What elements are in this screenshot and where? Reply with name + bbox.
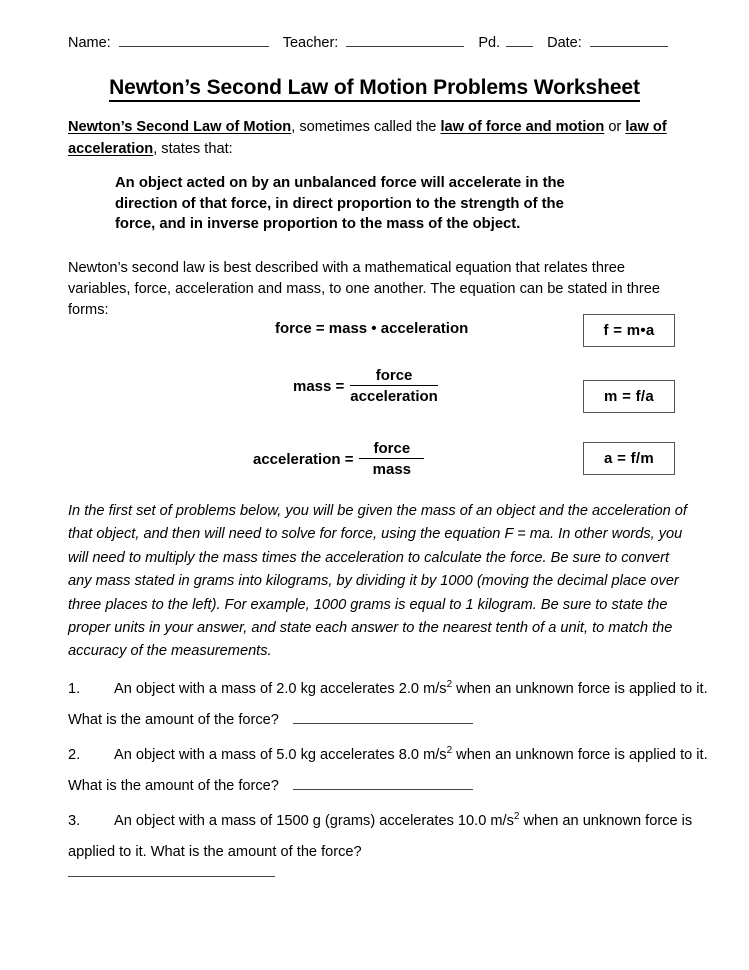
boxed-formula-mass: m = f/a	[583, 380, 675, 413]
fraction-numerator: force	[359, 440, 424, 459]
exponent: 2	[513, 811, 520, 823]
problem-number: 3.	[68, 813, 81, 829]
answer-blank[interactable]	[293, 778, 473, 790]
teacher-label: Teacher:	[282, 35, 339, 51]
answer-blank[interactable]	[68, 876, 275, 877]
boxed-formula-force: f = m•a	[583, 314, 675, 347]
fraction-denominator: mass	[372, 461, 412, 478]
problem-number: 1.	[68, 681, 81, 697]
exponent: 2	[446, 745, 453, 757]
fraction-force-over-mass	[359, 440, 424, 478]
problem-text-b: when an unknown force is applied to it. What is the amount of the force?	[68, 813, 693, 860]
fraction-denominator: acceleration	[350, 388, 438, 405]
equation-mass-row	[293, 367, 438, 405]
name-input-blank[interactable]	[119, 34, 269, 47]
term-law-of-acceleration: law of acceleration	[68, 119, 667, 157]
intro-paragraph	[68, 116, 668, 160]
equation-force-display: force = mass • acceleration	[275, 320, 469, 337]
name-label: Name:	[68, 35, 111, 51]
date-label: Date:	[547, 35, 582, 51]
period-input-blank[interactable]	[506, 34, 533, 47]
teacher-input-blank[interactable]	[346, 34, 464, 47]
boxed-formula-acceleration: a = f/m	[583, 442, 675, 475]
answer-blank[interactable]	[293, 712, 473, 724]
problem-text-a: An object with a mass of 1500 g (grams) accelerates 10.0 m/s	[114, 813, 514, 829]
term-law-of-force-and-motion: law of force and motion	[440, 119, 605, 135]
problem-text-b: when an unknown force is applied to it. What is the amount of the force?	[68, 747, 708, 794]
intro-text-1: , sometimes called the	[291, 119, 441, 135]
equation-acceleration-lead: acceleration =	[253, 450, 354, 468]
intro-text-3: , states that:	[153, 141, 233, 157]
period-label: Pd.	[478, 35, 501, 51]
problem-text-a: An object with a mass of 2.0 kg accelerates 2.0 m/s	[114, 681, 447, 697]
exponent: 2	[446, 679, 453, 691]
problem-item	[68, 806, 708, 868]
equation-mass-display	[293, 367, 438, 405]
equation-description-paragraph: Newton’s second law is best described with a mathematical equation that relates three variables, force, acceleration and mass, to one another. The equation can be stated in three forms:	[68, 260, 660, 318]
intro-text-2: or	[604, 119, 626, 135]
date-input-blank[interactable]	[590, 34, 668, 47]
page-title-text: Newton’s Second Law of Motion Problems Worksheet	[109, 76, 640, 102]
problem-text-a: An object with a mass of 5.0 kg accelerates 8.0 m/s	[114, 747, 447, 763]
student-info-header	[68, 34, 732, 51]
equation-mass-lead: mass =	[293, 377, 345, 395]
fraction-numerator: force	[350, 367, 438, 386]
equation-acceleration-row	[253, 440, 424, 478]
page-title	[0, 76, 749, 100]
law-definition-block: An object acted on by an unbalanced force will accelerate in the direction of that force, in direct proportion to the strength of the force, and in inverse proportion to the mass of the object.	[115, 175, 565, 232]
term-newtons-second-law: Newton’s Second Law of Motion	[68, 119, 292, 135]
problem-text-b: when an unknown force is applied to it. What is the amount of the force?	[68, 681, 708, 728]
problem-number: 2.	[68, 747, 81, 763]
problem-set-instructions: In the first set of problems below, you will be given the mass of an object and the acceleration of that object, and then will need to solve for force, using the equation F = ma. In other words, you will need to multiply the mass times the acceleration to calculate the force. Be sure to convert any mass stated in grams into kilograms, by dividing it by 1000 (moving the decimal place over three places to the left). For example, 1000 grams is equal to 1 kilogram. Be sure to state the proper units in your answer, and state each answer to the nearest tenth of a unit, to match the accuracy of the measurements.	[68, 503, 687, 660]
fraction-force-over-acceleration	[350, 367, 438, 405]
problem-item	[68, 674, 708, 736]
problem-item	[68, 740, 708, 802]
equation-acceleration-display	[253, 440, 424, 478]
